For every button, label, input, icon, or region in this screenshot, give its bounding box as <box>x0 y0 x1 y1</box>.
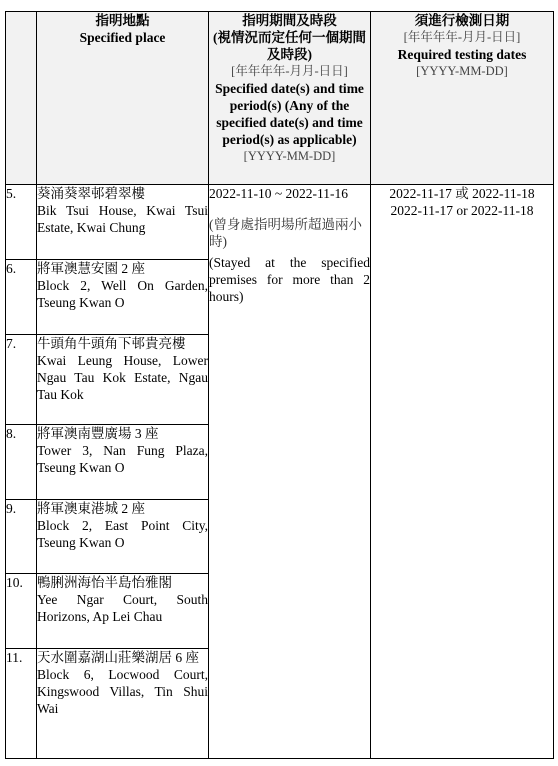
specified-period-cell <box>209 185 371 759</box>
place-cell <box>37 260 209 335</box>
header-place-zh: 指明地點 <box>95 13 150 28</box>
place-cell <box>37 649 209 759</box>
header-place-en: Specified place <box>79 30 166 45</box>
place-name-zh: 葵涌葵翠邨碧翠樓 <box>37 186 145 201</box>
row-number: 9. <box>6 500 37 574</box>
testing-date-zh: 2022-11-17 或 2022-11-18 <box>389 186 535 201</box>
specified-places-table <box>5 11 554 759</box>
place-cell <box>37 185 209 260</box>
place-name-zh: 將軍澳慧安園 2 座 <box>37 261 145 276</box>
place-name-zh: 將軍澳東港城 2 座 <box>37 501 145 516</box>
place-cell <box>37 335 209 425</box>
header-period-cell <box>209 12 371 185</box>
row-number: 11. <box>6 649 37 759</box>
header-period-format-en: [YYYY-MM-DD] <box>243 149 336 163</box>
table-row <box>6 185 554 260</box>
place-name-en: Kwai Leung House, Lower Ngau Tau Kok Estate, Ngau Tau Kok <box>37 353 208 402</box>
place-name-en: Block 6, Locwood Court, Kingswood Villas, Tin Shui Wai <box>37 667 208 716</box>
place-name-en: Yee Ngar Court, South Horizons, Ap Lei Chau <box>37 592 208 624</box>
place-name-zh: 將軍澳南豐廣場 3 座 <box>37 426 159 441</box>
period-note-zh: (曾身處指明場所超過兩小時) <box>209 217 362 249</box>
period-range: 2022-11-10 ~ 2022-11-16 <box>209 186 349 201</box>
header-place-cell <box>37 12 209 185</box>
row-number: 10. <box>6 574 37 649</box>
place-name-zh: 天水圍嘉湖山莊樂湖居 6 座 <box>37 650 199 665</box>
table-header-row <box>6 12 554 185</box>
testing-date-cell <box>371 185 554 759</box>
header-date-format-zh: [年年年年-月月-日日] <box>403 30 521 44</box>
place-cell <box>37 574 209 649</box>
period-note-en: (Stayed at the specified premises for more than 2 hours) <box>209 255 370 304</box>
header-period-zh-title: 指明期間及時段 <box>242 13 337 28</box>
place-cell <box>37 425 209 500</box>
header-period-en: Specified date(s) and time period(s) (Any of the specified date(s) and time period(s) as applicable) <box>215 81 364 147</box>
place-name-zh: 鴨脷洲海怡半島怡雅閣 <box>37 575 172 590</box>
place-name-en: Tower 3, Nan Fung Plaza, Tseung Kwan O <box>37 443 208 475</box>
row-number: 6. <box>6 260 37 335</box>
place-name-en: Block 2, Well On Garden, Tseung Kwan O <box>37 278 208 310</box>
row-number: 7. <box>6 335 37 425</box>
place-name-en: Block 2, East Point City, Tseung Kwan O <box>37 518 208 550</box>
header-date-format-en: [YYYY-MM-DD] <box>416 64 508 78</box>
header-testing-date-cell <box>371 12 554 185</box>
place-cell <box>37 500 209 574</box>
header-number-cell <box>6 12 37 185</box>
testing-date-en: 2022-11-17 or 2022-11-18 <box>390 203 534 218</box>
place-name-en: Bik Tsui House, Kwai Tsui Estate, Kwai Chung <box>37 203 208 235</box>
header-date-zh: 須進行檢測日期 <box>414 13 510 28</box>
row-number: 8. <box>6 425 37 500</box>
header-date-en: Required testing dates <box>397 47 527 62</box>
place-name-zh: 牛頭角牛頭角下邨貴亮樓 <box>37 336 186 351</box>
row-number: 5. <box>6 185 37 260</box>
header-period-format-zh: [年年年年-月月-日日] <box>231 64 348 78</box>
header-period-zh-note: (視情況而定任何一個期間及時段) <box>213 30 366 62</box>
